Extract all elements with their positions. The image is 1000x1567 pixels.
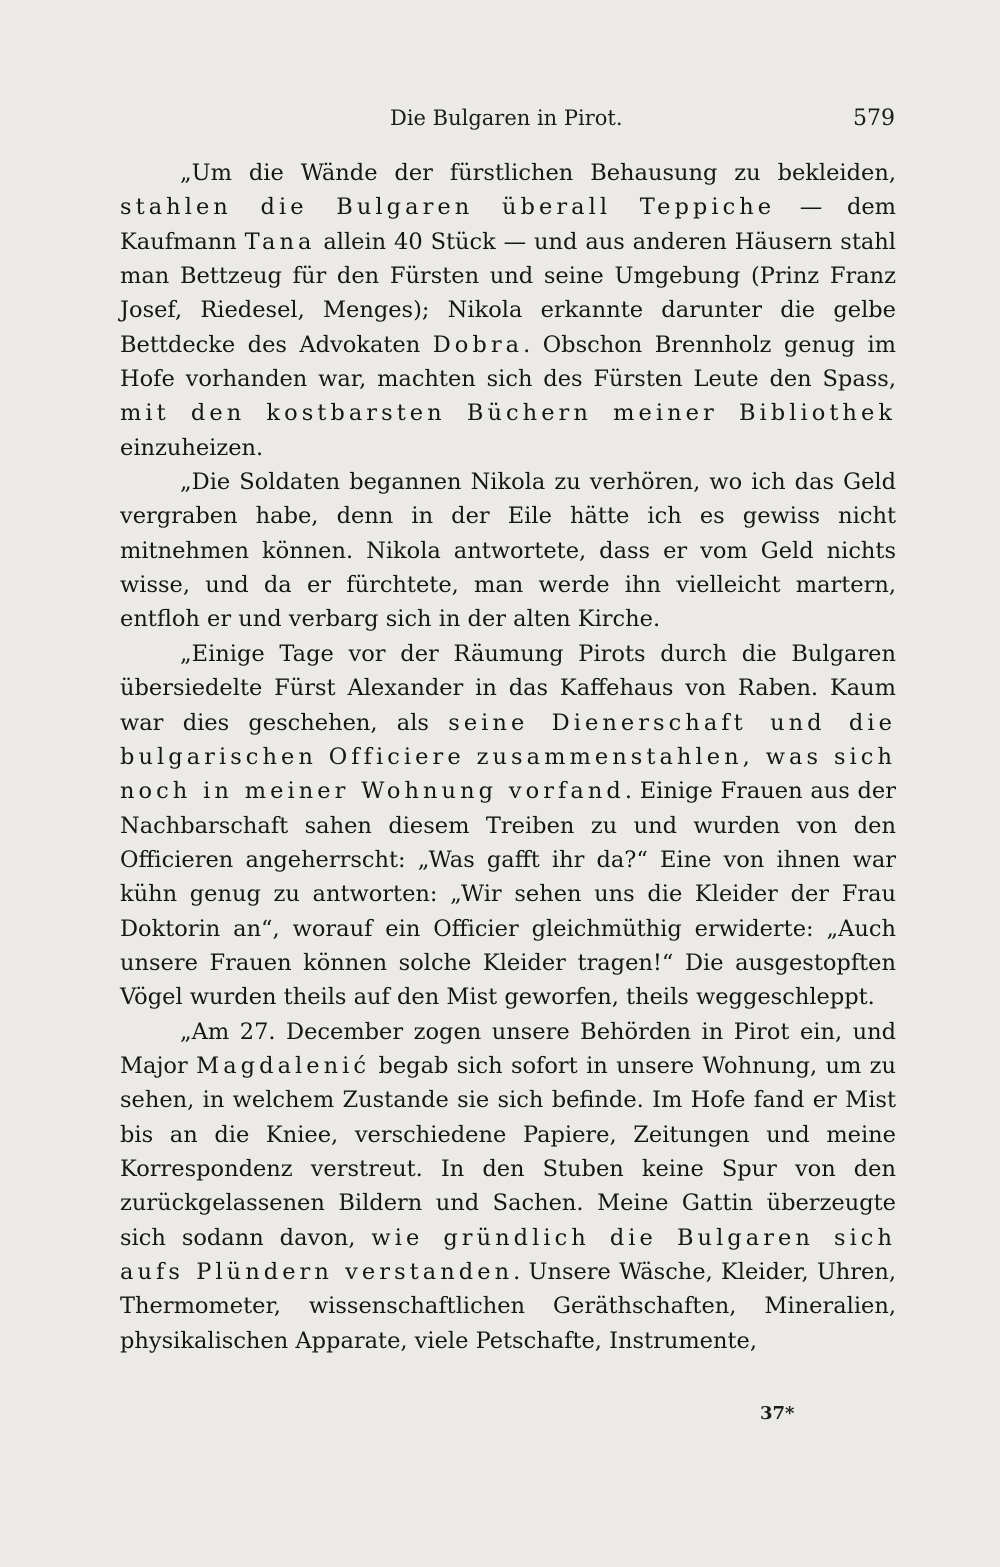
printer-signature: 37* [760, 1403, 795, 1424]
paragraph-text-run: . Unsere Wäsche, Kleider, Uhren, Thermometer, wissenschaftlichen Geräthschaften, Mineralien, physikalischen Apparate, viele Petschafte, Instrumente, [120, 1259, 896, 1354]
spaced-emphasis-text: wie gründlich die Bulgaren sich aufs Plündern verstanden [120, 1224, 897, 1285]
spaced-emphasis-text: Dobra [432, 331, 524, 358]
body-text [120, 156, 896, 1358]
paragraph-text-run: „Am 27. December zogen unsere Behörden in Pirot ein, und Major [120, 1018, 896, 1079]
paragraph [120, 1015, 896, 1358]
paragraph-text-run: „Um die Wände der fürstlichen Behausung zu bekleiden, [180, 160, 896, 186]
paragraph-text-run: allein 40 Stück — und aus anderen Häusern stahl man Bettzeug für den Fürsten und seine Umgebung (Prinz Franz Josef, Riedesel, Menges); Nikola erkannte darunter die gelbe Bettdecke des Advokaten [120, 228, 896, 358]
running-title: Die Bulgaren in Pirot. [390, 106, 623, 130]
paragraph-text-run: . Einige Frauen aus der Nachbarschaft sahen diesem Treiben zu und wurden von den Officieren angeherrscht: „Was gafft ihr da?“ Eine von ihnen war kühn genug zu antworten: „Wir sehen uns die Kleider der Frau Doktorin an“, worauf ein Officier gleichmüthig erwiderte: „Auch unsere Frauen können solche Kleider tragen!“ Die ausgestopften Vögel wurden theils auf den Mist geworfen, theils weggeschleppt. [120, 778, 897, 1011]
paragraph-text-run: „Die Soldaten begannen Nikola zu verhören, wo ich das Geld vergraben habe, denn in der Eile hätte ich es gewiss nicht mitnehmen können. Nikola antwortete, dass er vom Geld nichts wisse, und da er fürchtete, man werde ihn vielleicht martern, entfloh er und verbarg sich in der alten Kirche. [120, 469, 896, 633]
page-header [120, 106, 895, 136]
paragraph [120, 156, 896, 465]
paragraph [120, 637, 896, 1015]
paragraph-text-run: . Obschon Brennholz genug im Hofe vorhanden war, machten sich des Fürsten Leute den Spass, [120, 331, 896, 393]
paragraph-text-run: — dem Kaufmann [120, 194, 896, 255]
spaced-emphasis-text: Tana [244, 228, 316, 255]
paragraph-text-run: „Einige Tage vor der Räumung Pirots durch die Bulgaren übersiedelte Fürst Alexander in das Kaffehaus von Raben. Kaum war dies geschehen, als [120, 640, 896, 736]
paragraph-text-run: begab sich sofort in unsere Wohnung, um zu sehen, in welchem Zustande sie sich befinde. Im Hofe fand er Mist bis an die Kniee, verschiedene Papiere, Zeitungen und meine Korrespondenz verstreut. In den Stuben keine Spur von den zurückgelassenen Bildern und Sachen. Meine Gattin überzeugte sich sodann davon, [120, 1052, 896, 1251]
page-number: 579 [853, 106, 895, 131]
paragraph-text-run: einzuheizen. [120, 434, 264, 461]
spaced-emphasis-text: Magdalenić [196, 1052, 371, 1079]
spaced-emphasis-text: stahlen die Bulgaren überall Teppiche [120, 194, 776, 221]
spaced-emphasis-text: mit den kostbarsten Büchern meiner Bibliothek [120, 400, 896, 427]
paragraph [120, 465, 896, 637]
spaced-emphasis-text: seine Dienerschaft und die bulgarischen Officiere zusammenstahlen, was sich noch in meiner Wohnung vorfand [120, 709, 896, 805]
